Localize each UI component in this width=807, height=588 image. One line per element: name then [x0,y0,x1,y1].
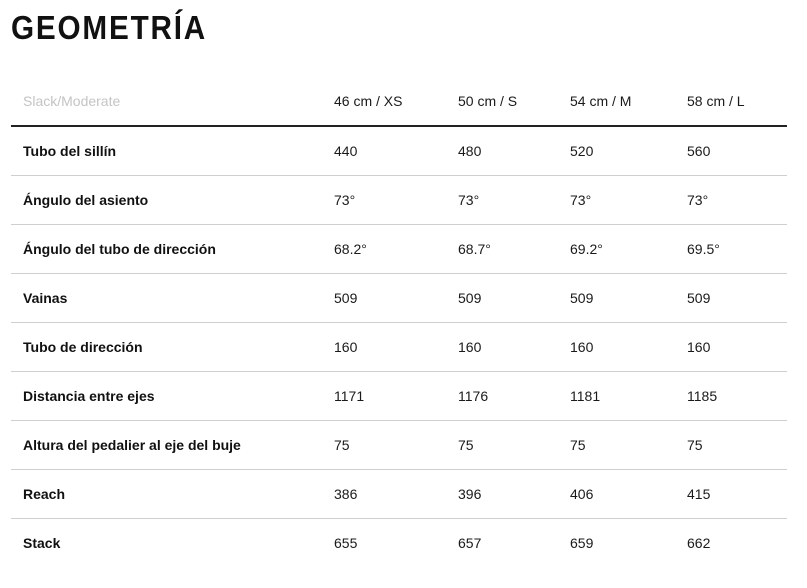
row-label: Stack [23,535,61,551]
row-label: Tubo de dirección [11,323,322,372]
cell-value: 75 [675,421,787,470]
cell-value: 440 [322,126,446,176]
variant-label: Slack/Moderate [11,76,322,126]
cell-value: 160 [675,323,787,372]
size-header-l: 58 cm / L [675,76,787,126]
table-row [11,372,787,421]
row-label: Reach [11,470,322,519]
cell-value: 69.2° [558,225,675,274]
cell-value: 1185 [675,372,787,421]
cell-value: 73° [322,176,446,225]
cell-value: 75 [558,421,675,470]
cell-value: 160 [446,323,558,372]
table-row [11,323,787,372]
cell-value: 69.5° [675,225,787,274]
cell-value: 75 [446,421,558,470]
row-label: Tubo del sillín [11,126,322,176]
cell-value: 662 [687,535,711,551]
table-row [11,274,787,323]
cell-value: 1176 [446,372,558,421]
cell-value: 520 [558,126,675,176]
cell-value: 68.7° [446,225,558,274]
cell-value: 509 [446,274,558,323]
cell-value: 560 [675,126,787,176]
cell-value: 406 [558,470,675,519]
cell-value: 75 [322,421,446,470]
table-row [11,126,787,176]
table-row [11,421,787,470]
geometry-table [11,76,787,567]
cell-value: 657 [458,535,482,551]
cell-value: 396 [446,470,558,519]
size-header-s: 50 cm / S [446,76,558,126]
cell-value: 509 [558,274,675,323]
cell-value: 73° [446,176,558,225]
cell-value: 1181 [558,372,675,421]
row-label: Altura del pedalier al eje del buje [11,421,322,470]
row-label: Ángulo del asiento [11,176,322,225]
table-row [11,176,787,225]
table-row [11,225,787,274]
cell-value: 73° [558,176,675,225]
cell-value: 160 [558,323,675,372]
size-header-xs: 46 cm / XS [322,76,446,126]
cell-value: 160 [322,323,446,372]
cell-value: 509 [675,274,787,323]
cell-value: 68.2° [322,225,446,274]
table-row [11,470,787,519]
size-header-m: 54 cm / M [558,76,675,126]
cell-value: 415 [675,470,787,519]
table-row [11,519,787,568]
table-header-row [11,76,787,126]
cell-value: 386 [322,470,446,519]
cell-value: 659 [570,535,594,551]
cell-value: 480 [446,126,558,176]
page-title: GEOMETRÍA [11,9,208,46]
cell-value: 73° [675,176,787,225]
row-label: Ángulo del tubo de dirección [11,225,322,274]
cell-value: 1171 [322,372,446,421]
row-label: Distancia entre ejes [11,372,322,421]
row-label: Vainas [11,274,322,323]
cell-value: 655 [334,535,358,551]
cell-value: 509 [322,274,446,323]
